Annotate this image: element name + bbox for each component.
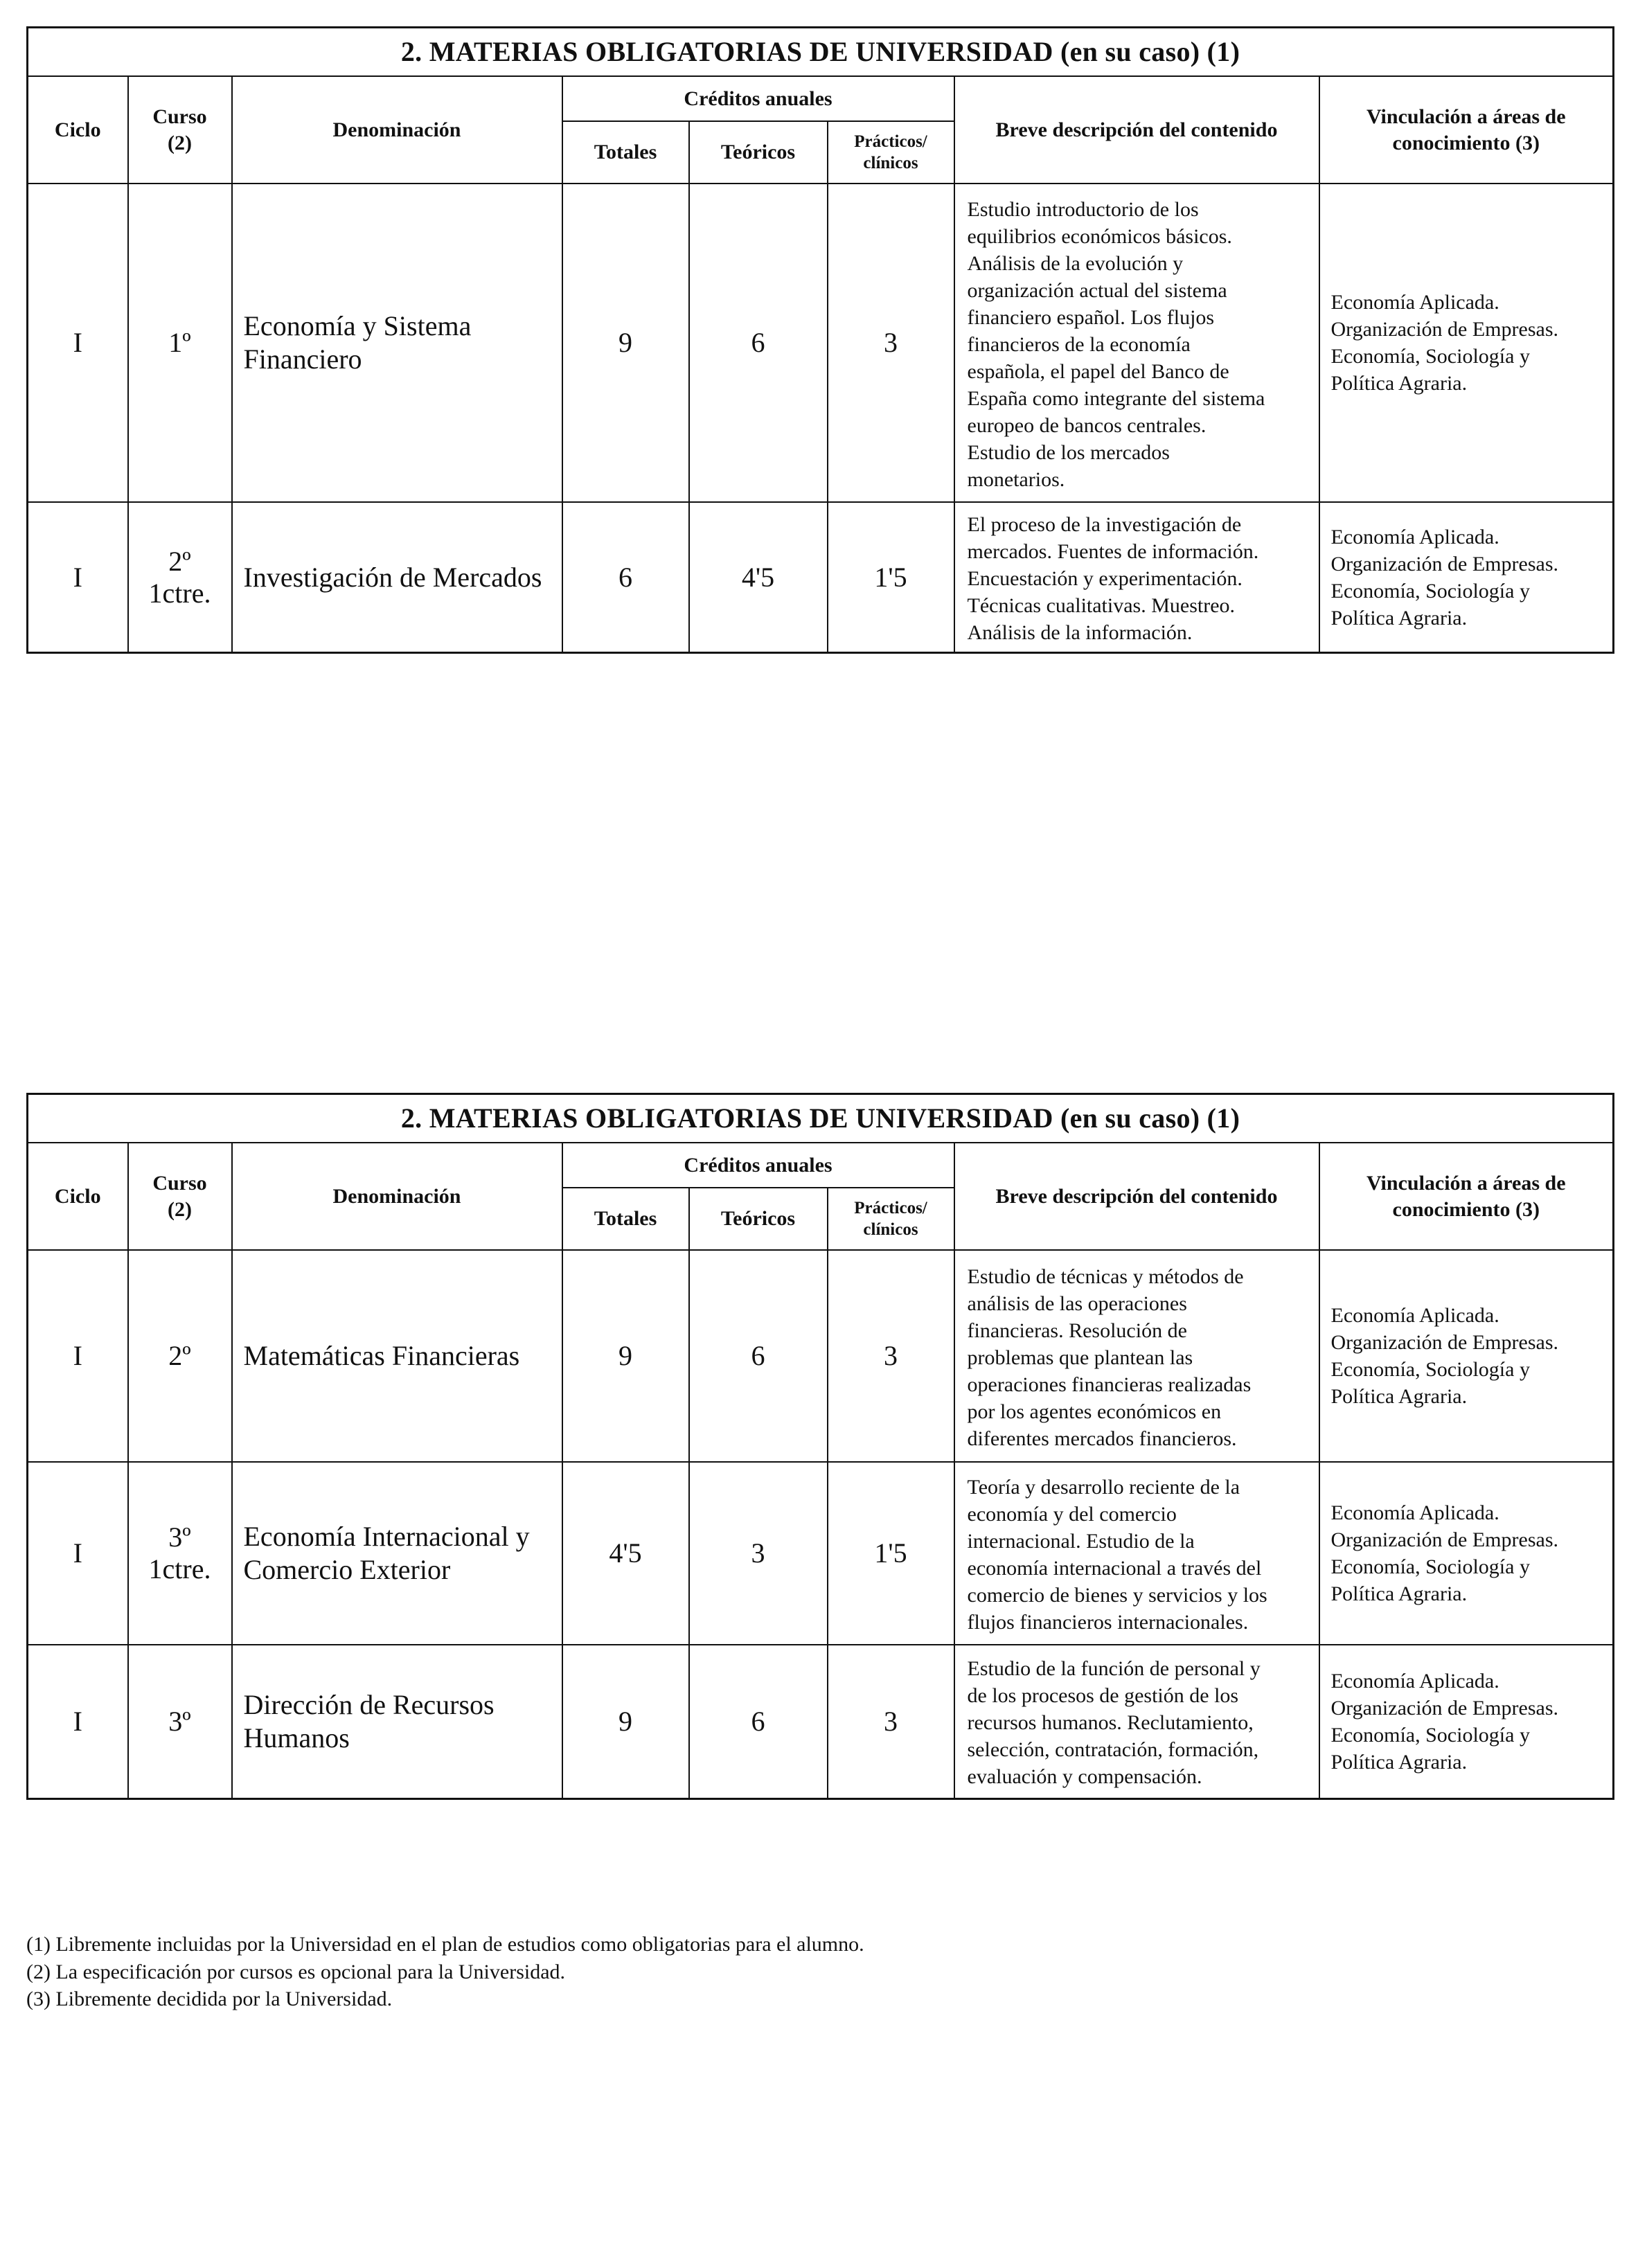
cell-practicos: 3: [828, 1250, 954, 1462]
footnote-1: (1) Libremente incluidas por la Universidad en el plan de estudios como obligatorias para el alumno.: [26, 1933, 864, 1956]
cell-curso: 3º: [128, 1645, 232, 1798]
header-ciclo: Ciclo: [28, 1143, 128, 1250]
cell-descripcion: Estudio introductorio de los equilibrios económicos básicos. Análisis de la evolución y organización actual del sistema financiero español. Los flujos financieros de la economía española, el papel del Banco de España como integrante del sistema europeo de bancos centrales. Estudio de los mercados monetarios.: [954, 184, 1319, 502]
cell-practicos: 1'5: [828, 1462, 954, 1645]
table-title: 2. MATERIAS OBLIGATORIAS DE UNIVERSIDAD (en su caso) (1): [28, 28, 1614, 77]
header-creditos: Créditos anuales: [562, 76, 954, 121]
table-row: [28, 1645, 1614, 1798]
cell-teoricos: 4'5: [689, 502, 828, 653]
header-creditos: Créditos anuales: [562, 1143, 954, 1188]
header-practicos: Prácticos/ clínicos: [828, 1188, 954, 1250]
cell-totales: 9: [562, 1250, 689, 1462]
table-row: [28, 1250, 1614, 1462]
cell-practicos: 1'5: [828, 502, 954, 653]
cell-descripcion: Estudio de la función de personal y de los procesos de gestión de los recursos humanos. Reclutamiento, selección, contratación, formación, evaluación y compensación.: [954, 1645, 1319, 1798]
cell-vinculacion: Economía Aplicada. Organización de Empresas. Economía, Sociología y Política Agraria.: [1319, 1250, 1614, 1462]
header-denominacion: Denominación: [232, 1143, 562, 1250]
header-practicos: Prácticos/ clínicos: [828, 121, 954, 184]
header-descripcion: Breve descripción del contenido: [954, 76, 1319, 184]
cell-totales: 9: [562, 184, 689, 502]
cell-totales: 4'5: [562, 1462, 689, 1645]
cell-curso: 2º: [128, 1250, 232, 1462]
cell-ciclo: I: [28, 1462, 128, 1645]
cell-vinculacion: Economía Aplicada. Organización de Empresas. Economía, Sociología y Política Agraria.: [1319, 1645, 1614, 1798]
materias-table-1: [26, 26, 1614, 654]
header-teoricos: Teóricos: [689, 121, 828, 184]
cell-ciclo: I: [28, 1250, 128, 1462]
table-row: [28, 502, 1614, 653]
footnote-3: (3) Libremente decidida por la Universidad.: [26, 1988, 393, 2011]
cell-ciclo: I: [28, 1645, 128, 1798]
header-denominacion: Denominación: [232, 76, 562, 184]
cell-denominacion: Investigación de Mercados: [232, 502, 562, 653]
header-totales: Totales: [562, 121, 689, 184]
cell-totales: 6: [562, 502, 689, 653]
cell-descripcion: El proceso de la investigación de mercados. Fuentes de información. Encuestación y experimentación. Técnicas cualitativas. Muestreo. Análisis de la información.: [954, 502, 1319, 653]
cell-practicos: 3: [828, 1645, 954, 1798]
cell-vinculacion: Economía Aplicada. Organización de Empresas. Economía, Sociología y Política Agraria.: [1319, 1462, 1614, 1645]
cell-practicos: 3: [828, 184, 954, 502]
cell-denominacion: Economía Internacional y Comercio Exterior: [232, 1462, 562, 1645]
footnotes: [26, 1931, 1550, 2013]
cell-denominacion: Matemáticas Financieras: [232, 1250, 562, 1462]
header-curso: Curso (2): [128, 76, 232, 184]
table-title: 2. MATERIAS OBLIGATORIAS DE UNIVERSIDAD (en su caso) (1): [28, 1094, 1614, 1143]
cell-totales: 9: [562, 1645, 689, 1798]
cell-teoricos: 6: [689, 184, 828, 502]
header-totales: Totales: [562, 1188, 689, 1250]
cell-descripcion: Teoría y desarrollo reciente de la economía y del comercio internacional. Estudio de la economía internacional a través del comercio de bienes y servicios y los flujos financieros internacionales.: [954, 1462, 1319, 1645]
cell-denominacion: Dirección de Recursos Humanos: [232, 1645, 562, 1798]
footnote-2: (2) La especificación por cursos es opcional para la Universidad.: [26, 1960, 566, 1983]
table-row: [28, 1462, 1614, 1645]
cell-teoricos: 3: [689, 1462, 828, 1645]
cell-descripcion: Estudio de técnicas y métodos de análisis de las operaciones financieras. Resolución de problemas que plantean las operaciones financieras realizadas por los agentes económicos en diferentes mercados financieros.: [954, 1250, 1319, 1462]
cell-vinculacion: Economía Aplicada. Organización de Empresas. Economía, Sociología y Política Agraria.: [1319, 502, 1614, 653]
cell-curso: 3º 1ctre.: [128, 1462, 232, 1645]
cell-denominacion: Economía y Sistema Financiero: [232, 184, 562, 502]
cell-teoricos: 6: [689, 1250, 828, 1462]
table-row: [28, 184, 1614, 502]
header-teoricos: Teóricos: [689, 1188, 828, 1250]
cell-curso: 2º 1ctre.: [128, 502, 232, 653]
cell-ciclo: I: [28, 502, 128, 653]
header-vinculacion: Vinculación a áreas de conocimiento (3): [1319, 1143, 1614, 1250]
materias-table-2: [26, 1093, 1614, 1800]
cell-vinculacion: Economía Aplicada. Organización de Empresas. Economía, Sociología y Política Agraria.: [1319, 184, 1614, 502]
header-ciclo: Ciclo: [28, 76, 128, 184]
header-vinculacion: Vinculación a áreas de conocimiento (3): [1319, 76, 1614, 184]
header-descripcion: Breve descripción del contenido: [954, 1143, 1319, 1250]
cell-ciclo: I: [28, 184, 128, 502]
cell-teoricos: 6: [689, 1645, 828, 1798]
cell-curso: 1º: [128, 184, 232, 502]
header-curso: Curso (2): [128, 1143, 232, 1250]
